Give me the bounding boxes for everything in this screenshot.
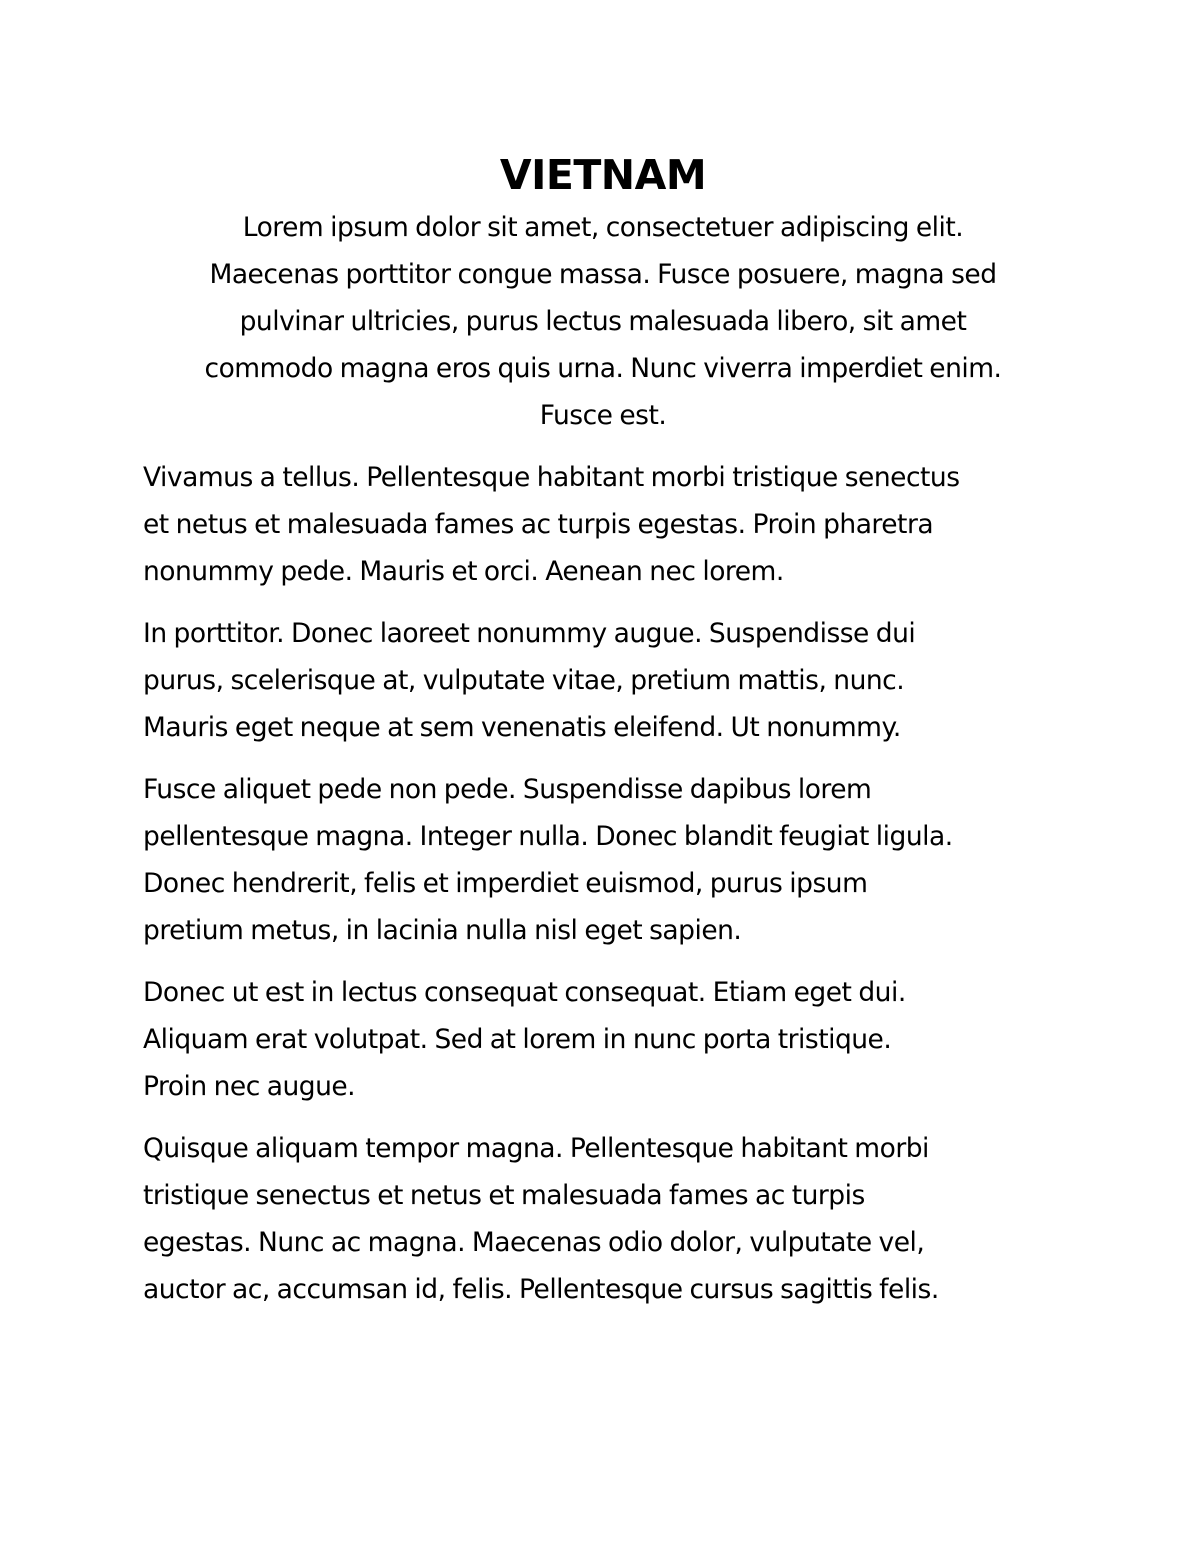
paragraph-line: Proin nec augue. [143, 1071, 356, 1102]
paragraph-line: pellentesque magna. Integer nulla. Donec blandit feugiat ligula. [143, 821, 953, 852]
paragraph-line: purus, scelerisque at, vulputate vitae, pretium mattis, nunc. [143, 665, 905, 696]
paragraph-line: pulvinar ultricies, purus lectus malesuada libero, sit amet [239, 306, 967, 337]
paragraph-line: Donec ut est in lectus consequat consequat. Etiam eget dui. [143, 977, 906, 1008]
paragraph-line: tristique senectus et netus et malesuada fames ac turpis [143, 1180, 865, 1211]
paragraph-line: In porttitor. Donec laoreet nonummy augue. Suspendisse dui [143, 618, 916, 649]
paragraph-line: auctor ac, accumsan id, felis. Pellentesque cursus sagittis felis. [143, 1274, 939, 1305]
paragraph-line: Mauris eget neque at sem venenatis eleifend. Ut nonummy. [143, 712, 901, 743]
paragraph-6 [143, 1125, 1063, 1313]
paragraph-line: Vivamus a tellus. Pellentesque habitant morbi tristique senectus [143, 462, 960, 493]
paragraph-line: Fusce aliquet pede non pede. Suspendisse dapibus lorem [143, 774, 872, 805]
paragraph-4 [143, 766, 1063, 954]
paragraph-5 [143, 969, 1063, 1110]
paragraph-line: egestas. Nunc ac magna. Maecenas odio dolor, vulputate vel, [143, 1227, 925, 1258]
paragraph-line: Quisque aliquam tempor magna. Pellentesque habitant morbi [143, 1133, 929, 1164]
paragraph-line: nonummy pede. Mauris et orci. Aenean nec lorem. [143, 556, 784, 587]
document-title: VIETNAM [499, 151, 707, 199]
paragraph-line: Lorem ipsum dolor sit amet, consectetuer adipiscing elit. [242, 212, 964, 243]
paragraph-2 [143, 454, 1063, 595]
paragraph-1 [143, 204, 1063, 439]
paragraph-line: commodo magna eros quis urna. Nunc viverra imperdiet enim. [204, 353, 1002, 384]
paragraph-line: Fusce est. [539, 400, 667, 431]
paragraph-line: pretium metus, in lacinia nulla nisl eget sapien. [143, 915, 742, 946]
paragraph-line: Donec hendrerit, felis et imperdiet euismod, purus ipsum [143, 868, 868, 899]
paragraph-line: Maecenas porttitor congue massa. Fusce posuere, magna sed [209, 259, 997, 290]
paragraph-3 [143, 610, 1063, 751]
paragraph-line: et netus et malesuada fames ac turpis egestas. Proin pharetra [143, 509, 934, 540]
document-body [143, 146, 1063, 1328]
paragraph-line: Aliquam erat volutpat. Sed at lorem in nunc porta tristique. [143, 1024, 892, 1055]
